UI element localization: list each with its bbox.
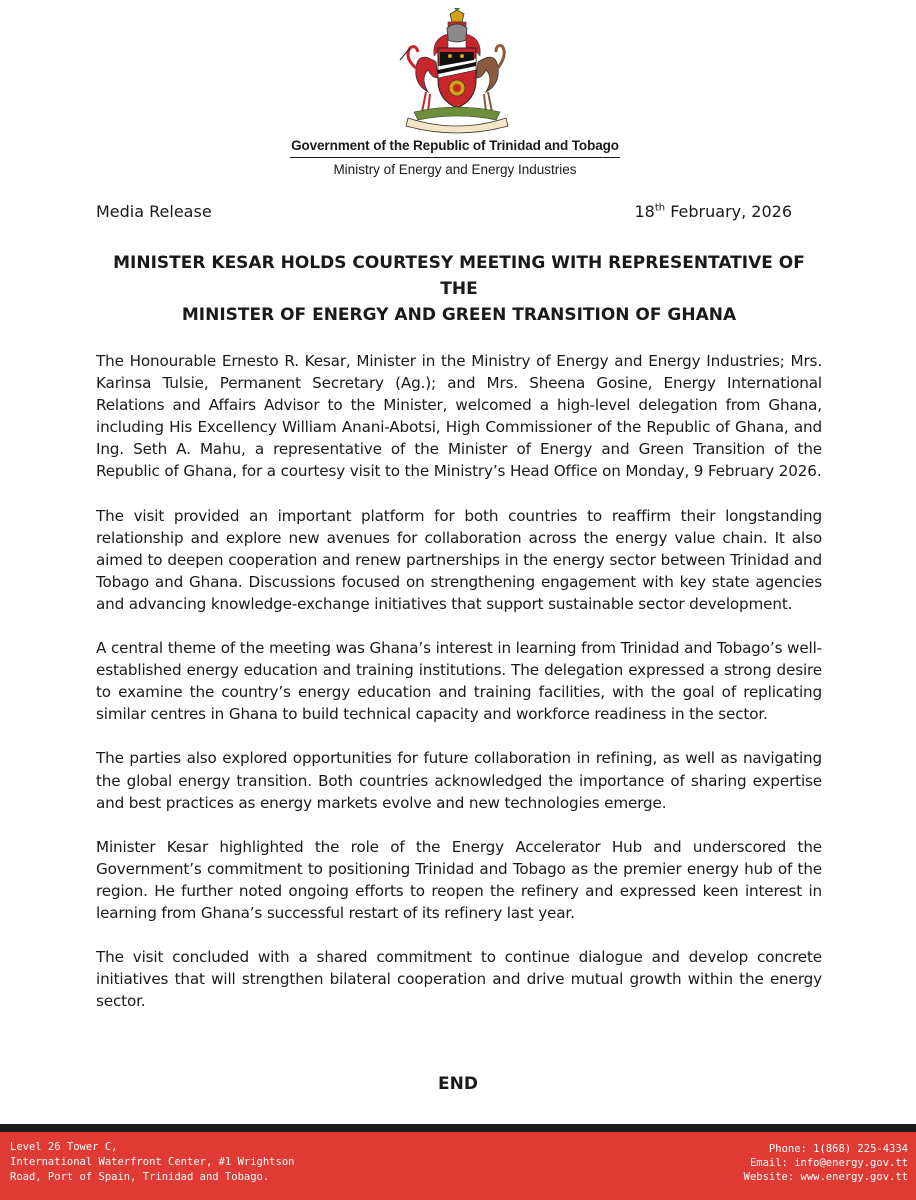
footer-email: Email: info@energy.gov.tt (749, 1157, 908, 1169)
headline-line-2: MINISTER OF ENERGY AND GREEN TRANSITION OF GHANA (181, 305, 737, 325)
release-type: Media Release (96, 202, 212, 221)
address-line: Road, Port of Spain, Trinidad and Tobago. (10, 1171, 270, 1183)
paragraph: The visit provided an important platform for both countries to reaffirm their longstanding relationship and explore new avenues for collaboration across the energy value chain. It also aimed to deepen cooperation and renew partnerships in the energy sector between Trinidad and Tobago and Ghana. Discussions focused on strengthening engagement with key state agencies and advancing knowledge-exchange initiatives that support sustainable sector development. (96, 506, 822, 613)
footer-address (10, 1140, 294, 1185)
address-line: International Waterfront Center, #1 Wrightson (10, 1156, 295, 1168)
headline-line-1: MINISTER KESAR HOLDS COURTESY MEETING WITH REPRESENTATIVE OF THE (113, 253, 805, 299)
release-body (96, 350, 822, 1034)
date-rest: February, 2026 (665, 202, 792, 221)
headline (96, 250, 822, 328)
government-name: Government of the Republic of Trinidad and Tobago (290, 138, 620, 158)
date-day: 18 (634, 202, 655, 221)
footer-contact (744, 1142, 908, 1184)
date-suffix: th (654, 202, 666, 214)
end-marker: END (438, 1074, 478, 1094)
paragraph: A central theme of the meeting was Ghana’s interest in learning from Trinidad and Tobago’s well-established energy education and training institutions. The delegation expressed a strong desire to examine the country’s energy education and training facilities, with the goal of replicating similar centres in Ghana to build technical capacity and workforce readiness in the sector. (96, 639, 822, 724)
paragraph: The Honourable Ernesto R. Kesar, Minister in the Ministry of Energy and Energy Industries; Mrs. Karinsa Tulsie, Permanent Secretary (Ag.); and Mrs. Sheena Gosine, Energy International Relations and Affairs Advisor to the Minister, welcomed a high-level delegation from Ghana, including His Excellency William Anani-Abotsi, High Commissioner of the Republic of Ghana, and Ing. Seth A. Mahu, a representative of the Minister of Energy and Green Transition of the Republic of Ghana, for a courtesy visit to the Ministry’s Head Office on Monday, 9 February 2026. (96, 352, 822, 481)
footer-divider (0, 1124, 916, 1132)
paragraph: The parties also explored opportunities for future collaboration in refining, as well as navigating the global energy transition. Both countries acknowledged the importance of sharing expertise and best practices as energy markets evolve and new technologies emerge. (96, 749, 822, 812)
paragraph: The visit concluded with a shared commitment to continue dialogue and develop concrete initiatives that will strengthen bilateral cooperation and drive mutual growth within the energy sector. (96, 948, 822, 1011)
footer-phone: Phone: 1(868) 225-4334 (768, 1143, 908, 1155)
address-line: Level 26 Tower C, (10, 1141, 118, 1153)
ministry-name: Ministry of Energy and Energy Industries (333, 162, 577, 177)
footer (0, 1124, 916, 1200)
coat-of-arms-emblem (392, 8, 522, 136)
paragraph: Minister Kesar highlighted the role of the Energy Accelerator Hub and underscored the Government’s commitment to positioning Trinidad and Tobago as the premier energy hub of the region. He further noted ongoing efforts to reopen the refinery and expressed keen interest in learning from Ghana’s successful restart of its refinery last year. (96, 837, 822, 922)
footer-website: Website: www.energy.gov.tt (743, 1171, 908, 1183)
release-date (635, 202, 793, 221)
